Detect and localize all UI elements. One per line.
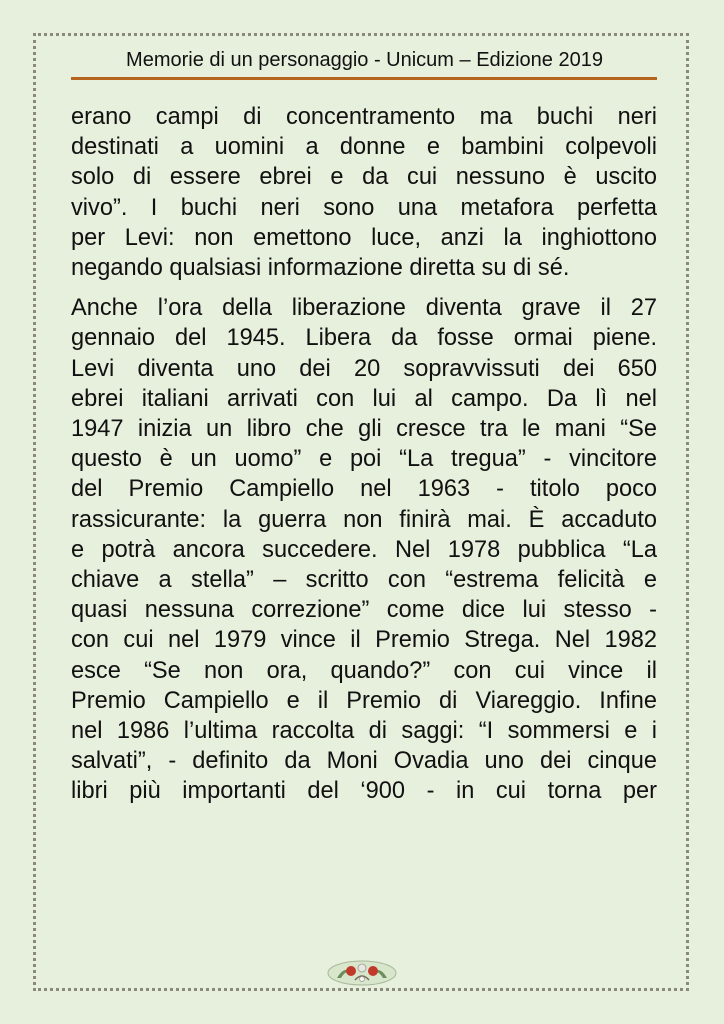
text-line: libri più importanti del ‘900 - in cui torna per [71, 778, 657, 805]
text-line: vivo”. I buchi neri sono una metafora perfetta [71, 194, 657, 221]
text-line: gennaio del 1945. Libera da fosse ormai piene. [71, 325, 657, 352]
text-line: erano campi di concentramento ma buchi neri [71, 104, 657, 130]
body-text [71, 102, 657, 807]
paragraph-1 [71, 102, 657, 283]
text-line: Premio Campiello e il Premio di Viareggio. Infine [71, 687, 657, 714]
text-line: rassicurante: la guerra non finirà mai. È accaduto [71, 506, 657, 533]
text-line: ebrei italiani arrivati con lui al campo. Da lì nel [71, 385, 657, 412]
header-rule [71, 77, 657, 80]
text-line: solo di essere ebrei e da cui nessuno è uscito [71, 164, 657, 191]
text-line: Levi diventa uno dei 20 sopravvissuti dei 650 [71, 355, 657, 382]
text-line: 1947 inizia un libro che gli cresce tra le mani “Se [71, 416, 657, 443]
text-line: per Levi: non emettono luce, anzi la inghiottono [71, 224, 657, 251]
text-line: con cui nel 1979 vince il Premio Strega. Nel 1982 [71, 627, 657, 654]
text-line: questo è un uomo” e poi “La tregua” - vincitore [71, 446, 657, 473]
page-header-title: Memorie di un personaggio - Unicum – Edizione 2019 [126, 49, 603, 71]
text-line: e potrà ancora succedere. Nel 1978 pubblica “La [71, 536, 657, 563]
text-line: chiave a stella” – scritto con “estrema felicità e [71, 567, 657, 594]
text-line: del Premio Campiello nel 1963 - titolo poco [71, 476, 657, 503]
text-line: negando qualsiasi informazione diretta su di sé. [71, 255, 570, 282]
text-line: destinati a uomini a donne e bambini colpevoli [71, 134, 657, 161]
text-line: quasi nessuna correzione” come dice lui stesso - [71, 597, 657, 624]
floral-ornament-icon [325, 958, 399, 986]
text-line: Anche l’ora della liberazione diventa grave il 27 [71, 295, 657, 322]
text-line: nel 1986 l’ultima raccolta di saggi: “I sommersi e i [71, 718, 657, 745]
paragraph-2 [71, 293, 657, 806]
text-line: esce “Se non ora, quando?” con cui vince il [71, 657, 657, 684]
text-line: salvati”, - definito da Moni Ovadia uno dei cinque [71, 748, 657, 775]
